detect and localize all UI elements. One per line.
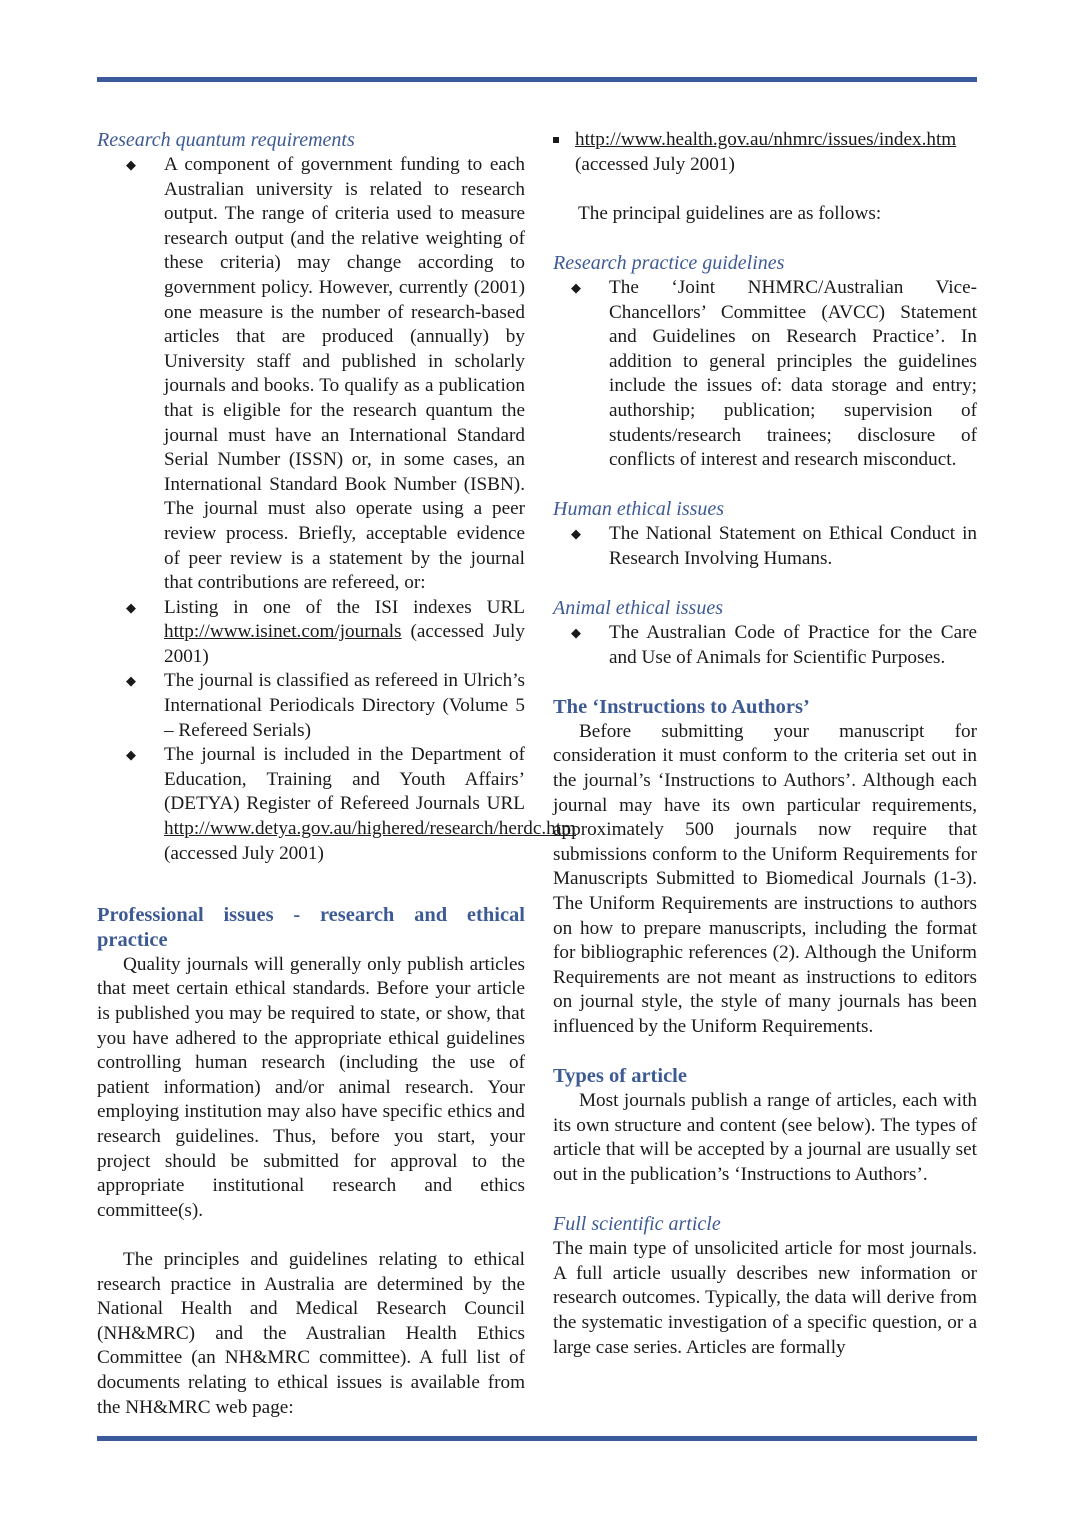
professional-issues-para-1: Quality journals will generally only publish articles that meet certain ethical standards. Before your article is published you may be required to state, or show, that you have adhered to the appropriate ethical guidelines controlling human research (including the use of patient information) and/or animal research. Your employing institution may also have specific ethics and research guidelines. Thus, before you start, your project should be submitted for approval to the appropriate institutional research and ethics committee(s). <box>97 953 525 1221</box>
instructions-heading: The ‘Instructions to Authors’ <box>553 695 810 718</box>
nhmrc-link-item: http://www.health.gov.au/nhmrc/issues/index.htm (accessed July 2001) <box>553 128 977 177</box>
research-quantum-heading: Research quantum requirements <box>97 129 355 151</box>
list-item: ◆ Listing in one of the ISI indexes URL http://www.isinet.com/journals (accessed July 2001) <box>126 596 525 667</box>
types-of-article-heading: Types of article <box>553 1065 687 1088</box>
principal-guidelines-intro: The principal guidelines are as follows: <box>578 202 882 224</box>
diamond-bullet-icon: ◆ <box>571 279 581 295</box>
professional-issues-para-2: The principles and guidelines relating to ethical research practice in Australia are determined by the National Health and Medical Research Council (NH&MRC) and the Australian Health Ethics Committee (an NH&MRC committee). A full list of documents relating to ethical issues is available from the NH&MRC web page: <box>97 1248 525 1418</box>
instructions-para: Before submitting your manuscript for consideration it must conform to the criteria set out in the journal’s ‘Instructions to Authors’. Although each journal may have its own particular requirements, approximately 500 journals now require that submissions conform to the Uniform Requirements for Manuscripts Submitted to Biomedical Journals (1-3). The Uniform Requirements are instructions to authors on how to prepare manuscripts, including the format for bibliographic references (2). Although the Uniform Requirements are not meant as instructions to editors on journal style, the style of many journals has been influenced by the Uniform Requirements. <box>553 720 977 1037</box>
diamond-bullet-icon: ◆ <box>126 599 136 615</box>
research-quantum-list <box>97 153 577 866</box>
bottom-rule <box>97 1436 977 1441</box>
square-bullet-icon <box>553 137 559 143</box>
spacer <box>97 866 525 891</box>
detya-link[interactable]: http://www.detya.gov.au/highered/research/herdc.htm <box>164 818 577 840</box>
nhmrc-link[interactable]: http://www.health.gov.au/nhmrc/issues/index.htm <box>575 129 957 150</box>
list-item: ◆ The National Statement on Ethical Conduct in Research Involving Humans. <box>571 523 977 569</box>
research-practice-heading: Research practice guidelines <box>553 251 785 274</box>
right-column <box>553 128 977 1360</box>
list-item: ◆ The journal is included in the Department of Education, Training and Youth Affairs’ (DETYA) Register of Refereed Journals URL http://www.detya.gov.au/highered/research/herdc.htm (accessed July 2001) <box>126 744 577 864</box>
full-scientific-para: The main type of unsolicited article for most journals. A full article usually describes new information or research outcomes. Typically, the data will derive from the systematic investigation of a specific question, or a large case series. Articles are formally <box>553 1238 977 1358</box>
top-rule <box>97 77 977 82</box>
diamond-bullet-icon: ◆ <box>571 526 581 542</box>
list-item: ◆ The journal is classified as refereed in Ulrich’s International Periodicals Directory (Volume 5 – Refereed Serials) <box>126 670 525 741</box>
animal-ethical-heading: Animal ethical issues <box>553 597 723 620</box>
list-item: ◆ The Australian Code of Practice for the Care and Use of Animals for Scientific Purposes. <box>571 622 977 668</box>
diamond-bullet-icon: ◆ <box>571 625 581 641</box>
human-ethical-heading: Human ethical issues <box>553 498 725 521</box>
isi-link[interactable]: http://www.isinet.com/journals <box>164 621 402 643</box>
diamond-bullet-icon: ◆ <box>126 157 136 172</box>
types-of-article-para: Most journals publish a range of articles, each with its own structure and content (see below). The types of article that will be accepted by a journal are usually set out in the publication’s ‘Instructions to Authors’. <box>553 1090 977 1185</box>
full-scientific-heading: Full scientific article <box>553 1213 721 1236</box>
list-item: ◆ The ‘Joint NHMRC/Australian Vice-Chancellors’ Committee (AVCC) Statement and Guidelines on Research Practice’. In addition to general principles the guidelines include the issues of: data storage and entry; authorship; publication; supervision of students/research trainees; disclosure of conflicts of interest and research misconduct. <box>571 276 977 471</box>
diamond-bullet-icon: ◆ <box>126 673 136 689</box>
left-column <box>97 128 577 1420</box>
professional-issues-heading: Professional issues - research and ethical practice <box>97 903 525 951</box>
diamond-bullet-icon: ◆ <box>126 747 136 763</box>
list-item: ◆ A component of government funding to each Australian university is related to research output. The range of criteria used to measure research output (and the relative weighting of these criteria) may change according to government policy. However, currently (2001) one measure is the number of research-based articles that are produced (annually) by University staff and published in scholarly journals and books. To qualify as a publication that is eligible for the research quantum the journal must have an International Standard Serial Number (ISSN) or, in some cases, an International Standard Book Number (ISBN). The journal must also operate using a peer review process. Briefly, acceptable evidence of peer review is a statement by the journal that contributions are refereed, or: <box>126 154 525 594</box>
